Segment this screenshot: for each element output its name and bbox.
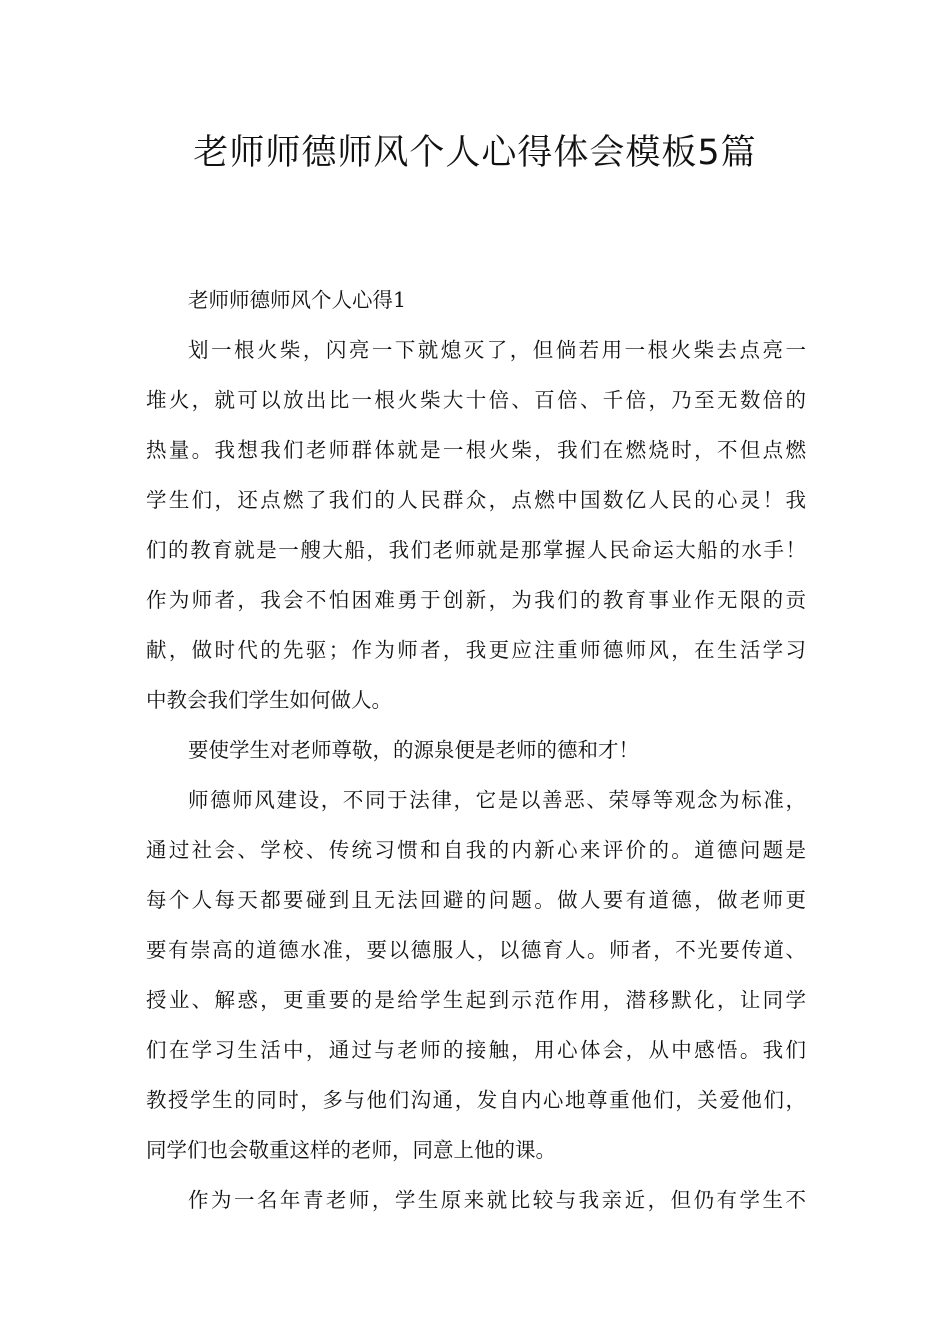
document-title: 老师师德师风个人心得体会模板5篇 xyxy=(193,133,757,173)
paragraph-line: 献，做时代的先驱；作为师者，我更应注重师德师风，在生活学习 xyxy=(146,638,806,662)
paragraph-line: 要使学生对老师尊敬，的源泉便是老师的德和才！ xyxy=(188,738,639,762)
paragraph-line: 同学们也会敬重这样的老师，同意上他的课。 xyxy=(146,1138,556,1162)
paragraph-line: 们的教育就是一艘大船，我们老师就是那掌握人民命运大船的水手！ xyxy=(146,538,806,562)
paragraph-line: 堆火，就可以放出比一根火柴大十倍、百倍、千倍，乃至无数倍的 xyxy=(146,388,806,412)
paragraph-line: 师德师风建设，不同于法律，它是以善恶、荣辱等观念为标准， xyxy=(188,788,806,812)
paragraph-line: 作为一名年青老师，学生原来就比较与我亲近，但仍有学生不 xyxy=(188,1188,806,1212)
paragraph-line: 教授学生的同时，多与他们沟通，发自内心地尊重他们，关爱他们， xyxy=(146,1088,806,1112)
paragraph-line: 中教会我们学生如何做人。 xyxy=(146,688,392,712)
paragraph-line: 每个人每天都要碰到且无法回避的问题。做人要有道德，做老师更 xyxy=(146,888,806,912)
paragraph-line: 学生们，还点燃了我们的人民群众，点燃中国数亿人民的心灵！我 xyxy=(146,488,806,512)
paragraph-line: 要有崇高的道德水准，要以德服人，以德育人。师者，不光要传道、 xyxy=(146,938,806,962)
section-heading: 老师师德师风个人心得1 xyxy=(188,288,407,312)
paragraph-line: 通过社会、学校、传统习惯和自我的内新心来评价的。道德问题是 xyxy=(146,838,806,862)
paragraph-line: 授业、解惑，更重要的是给学生起到示范作用，潜移默化，让同学 xyxy=(146,988,806,1012)
paragraph-line: 作为师者，我会不怕困难勇于创新，为我们的教育事业作无限的贡 xyxy=(146,588,806,612)
paragraph-line: 们在学习生活中，通过与老师的接触，用心体会，从中感悟。我们 xyxy=(146,1038,806,1062)
paragraph-line: 划一根火柴，闪亮一下就熄灭了，但倘若用一根火柴去点亮一 xyxy=(188,338,806,362)
paragraph-line: 热量。我想我们老师群体就是一根火柴，我们在燃烧时，不但点燃 xyxy=(146,438,806,462)
